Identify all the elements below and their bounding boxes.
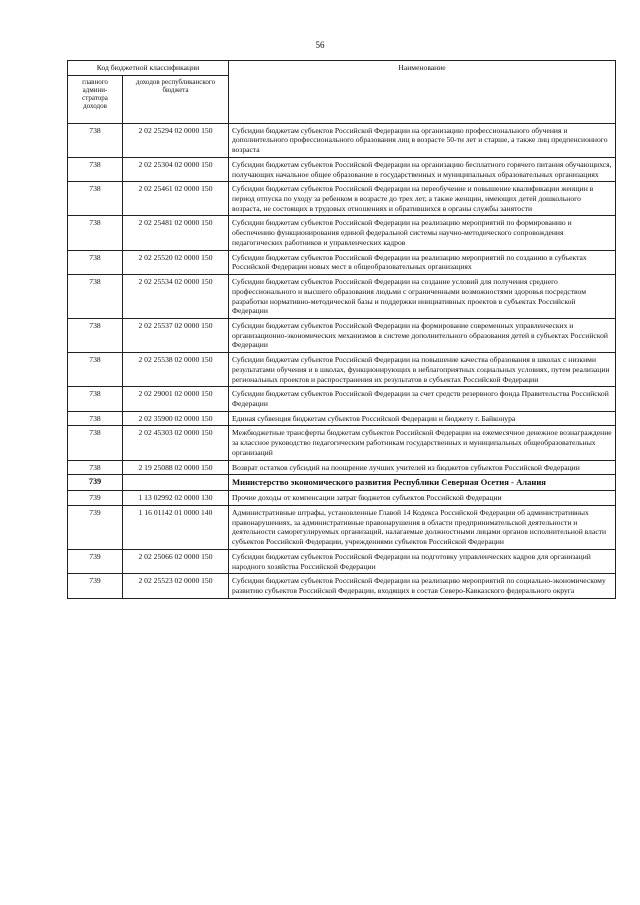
header-admin: главного админи-стратора доходов bbox=[68, 75, 123, 123]
name-cell: Межбюджетные трансферты бюджетам субъектов Российской Федерации на ежемесячное денежное вознаграждение за классное руководство педагогическим работникам государственных и муниципальных общеобразовательных организаций bbox=[229, 426, 616, 460]
table-row bbox=[68, 275, 616, 319]
admin-code-cell: 738 bbox=[68, 387, 123, 411]
revenue-code-cell: 2 02 25520 02 0000 150 bbox=[123, 250, 229, 274]
name-cell: Субсидии бюджетам субъектов Российской Федерации на создание условий для получения среднего профессионального и высшего образования людьми с ограниченными возможностями здоровья посредством разработки нормативно-методической базы и поддержки инициативных проектов в субъектах Российской Федерации bbox=[229, 275, 616, 319]
admin-code-cell: 738 bbox=[68, 411, 123, 426]
table-row bbox=[68, 318, 616, 352]
name-cell: Субсидии бюджетам субъектов Российской Федерации на организацию профессионального обучения и дополнительного профессионального образования лиц в возрасте 50-ти лет и старше, а также лиц предпенсионного возраста bbox=[229, 123, 616, 157]
revenue-code-cell: 1 13 02992 02 0000 130 bbox=[123, 491, 229, 506]
revenue-code-cell: 2 02 25066 02 0000 150 bbox=[123, 549, 229, 573]
admin-code-cell: 738 bbox=[68, 123, 123, 157]
table-row bbox=[68, 460, 616, 475]
revenue-code-cell: 1 16 01142 01 0000 140 bbox=[123, 506, 229, 550]
table-row bbox=[68, 182, 616, 216]
table-row bbox=[68, 157, 616, 181]
admin-code-cell: 738 bbox=[68, 182, 123, 216]
admin-code-cell: 739 bbox=[68, 475, 123, 491]
name-cell: Субсидии бюджетам субъектов Российской Федерации на реализацию мероприятий по социально-экономическому развитию субъектов Российской Федерации, входящих в состав Северо-Кавказского федерального округа bbox=[229, 574, 616, 598]
revenue-code-cell: 2 02 25294 02 0000 150 bbox=[123, 123, 229, 157]
name-cell: Административные штрафы, установленные Главой 14 Кодекса Российской Федерации об административных правонарушениях, за административные правонарушения в области предпринимательской деятельности и деятельности саморегулируемых организаций, налагаемые должностными лицами органов исполнительной власти субъектов Российской Федерации, учреждениями субъектов Российской Федерации bbox=[229, 506, 616, 550]
admin-code-cell: 738 bbox=[68, 460, 123, 475]
admin-code-cell: 738 bbox=[68, 318, 123, 352]
name-cell: Единая субвенция бюджетам субъектов Российской Федерации и бюджету г. Байконура bbox=[229, 411, 616, 426]
table-row bbox=[68, 250, 616, 274]
name-cell: Субсидии бюджетам субъектов Российской Федерации на реализацию мероприятий по созданию в субъектах Российской Федерации новых мест в общеобразовательных организациях bbox=[229, 250, 616, 274]
revenue-code-cell: 2 02 29001 02 0000 150 bbox=[123, 387, 229, 411]
name-cell: Министерство экономического развития Республики Северная Осетия - Алания bbox=[229, 475, 616, 491]
table-row bbox=[68, 387, 616, 411]
admin-code-cell: 739 bbox=[68, 506, 123, 550]
header-code-group: Код бюджетной классификации bbox=[68, 61, 229, 76]
name-cell: Субсидии бюджетам субъектов Российской Федерации на формирование современных управленческих и организационно-экономических механизмов в системе дополнительного образования детей в субъектах Российской Федерации bbox=[229, 318, 616, 352]
table-row bbox=[68, 123, 616, 157]
section-row bbox=[68, 475, 616, 491]
name-cell: Прочие доходы от компенсации затрат бюджетов субъектов Российской Федерации bbox=[229, 491, 616, 506]
admin-code-cell: 739 bbox=[68, 491, 123, 506]
revenue-code-cell: 2 02 25481 02 0000 150 bbox=[123, 216, 229, 250]
table-row bbox=[68, 426, 616, 460]
revenue-code-cell: 2 02 25304 02 0000 150 bbox=[123, 157, 229, 181]
admin-code-cell: 739 bbox=[68, 549, 123, 573]
name-cell: Субсидии бюджетам субъектов Российской Федерации на переобучение и повышение квалификации женщин в период отпуска по уходу за ребенком в возрасте до трех лет, а также женщин, имеющих детей дошкольного возраста, не состоящих в трудовых отношениях и обратившихся в органы службы занятости bbox=[229, 182, 616, 216]
table-row bbox=[68, 411, 616, 426]
table-row bbox=[68, 491, 616, 506]
admin-code-cell: 738 bbox=[68, 216, 123, 250]
revenue-code-cell: 2 02 45303 02 0000 150 bbox=[123, 426, 229, 460]
revenue-code-cell: 2 02 35900 02 0000 150 bbox=[123, 411, 229, 426]
admin-code-cell: 738 bbox=[68, 275, 123, 319]
revenue-code-cell: 2 02 25523 02 0000 150 bbox=[123, 574, 229, 598]
admin-code-cell: 738 bbox=[68, 157, 123, 181]
header-name: Наименование bbox=[229, 61, 616, 124]
table-row bbox=[68, 506, 616, 550]
revenue-code-cell: 2 02 25534 02 0000 150 bbox=[123, 275, 229, 319]
header-row-group bbox=[68, 61, 616, 76]
header-revenue: доходов республиканского бюджета bbox=[123, 75, 229, 123]
page-number: 56 bbox=[315, 40, 325, 50]
revenue-code-cell: 2 02 25461 02 0000 150 bbox=[123, 182, 229, 216]
name-cell: Субсидии бюджетам субъектов Российской Федерации на повышение качества образования в школах с низкими результатами обучения и в школах, функционирующих в неблагоприятных социальных условиях, путем реализации региональных проектов и распространения их результатов в субъектах Российской Федерации bbox=[229, 353, 616, 387]
admin-code-cell: 738 bbox=[68, 426, 123, 460]
table-body bbox=[68, 123, 616, 598]
table-row bbox=[68, 216, 616, 250]
revenue-code-cell: 2 02 25537 02 0000 150 bbox=[123, 318, 229, 352]
table-row bbox=[68, 353, 616, 387]
name-cell: Субсидии бюджетам субъектов Российской Федерации за счет средств резервного фонда Правительства Российской Федерации bbox=[229, 387, 616, 411]
name-cell: Субсидии бюджетам субъектов Российской Федерации на реализацию мероприятий по формированию и обеспечению функционирования единой федеральной системы научно-методического сопровождения педагогических работников и управленческих кадров bbox=[229, 216, 616, 250]
table-row bbox=[68, 549, 616, 573]
admin-code-cell: 739 bbox=[68, 574, 123, 598]
name-cell: Субсидии бюджетам субъектов Российской Федерации на организацию бесплатного горячего питания обучающихся, получающих начальное общее образование в государственных и муниципальных образовательных организациях bbox=[229, 157, 616, 181]
table-row bbox=[68, 574, 616, 598]
admin-code-cell: 738 bbox=[68, 250, 123, 274]
admin-code-cell: 738 bbox=[68, 353, 123, 387]
revenue-code-cell bbox=[123, 475, 229, 491]
name-cell: Возврат остатков субсидий на поощрение лучших учителей из бюджетов субъектов Российской Федерации bbox=[229, 460, 616, 475]
name-cell: Субсидии бюджетам субъектов Российской Федерации на подготовку управленческих кадров для организаций народного хозяйства Российской Федерации bbox=[229, 549, 616, 573]
revenue-code-cell: 2 19 25088 02 0000 150 bbox=[123, 460, 229, 475]
revenue-code-cell: 2 02 25538 02 0000 150 bbox=[123, 353, 229, 387]
budget-classification-table bbox=[67, 60, 616, 599]
